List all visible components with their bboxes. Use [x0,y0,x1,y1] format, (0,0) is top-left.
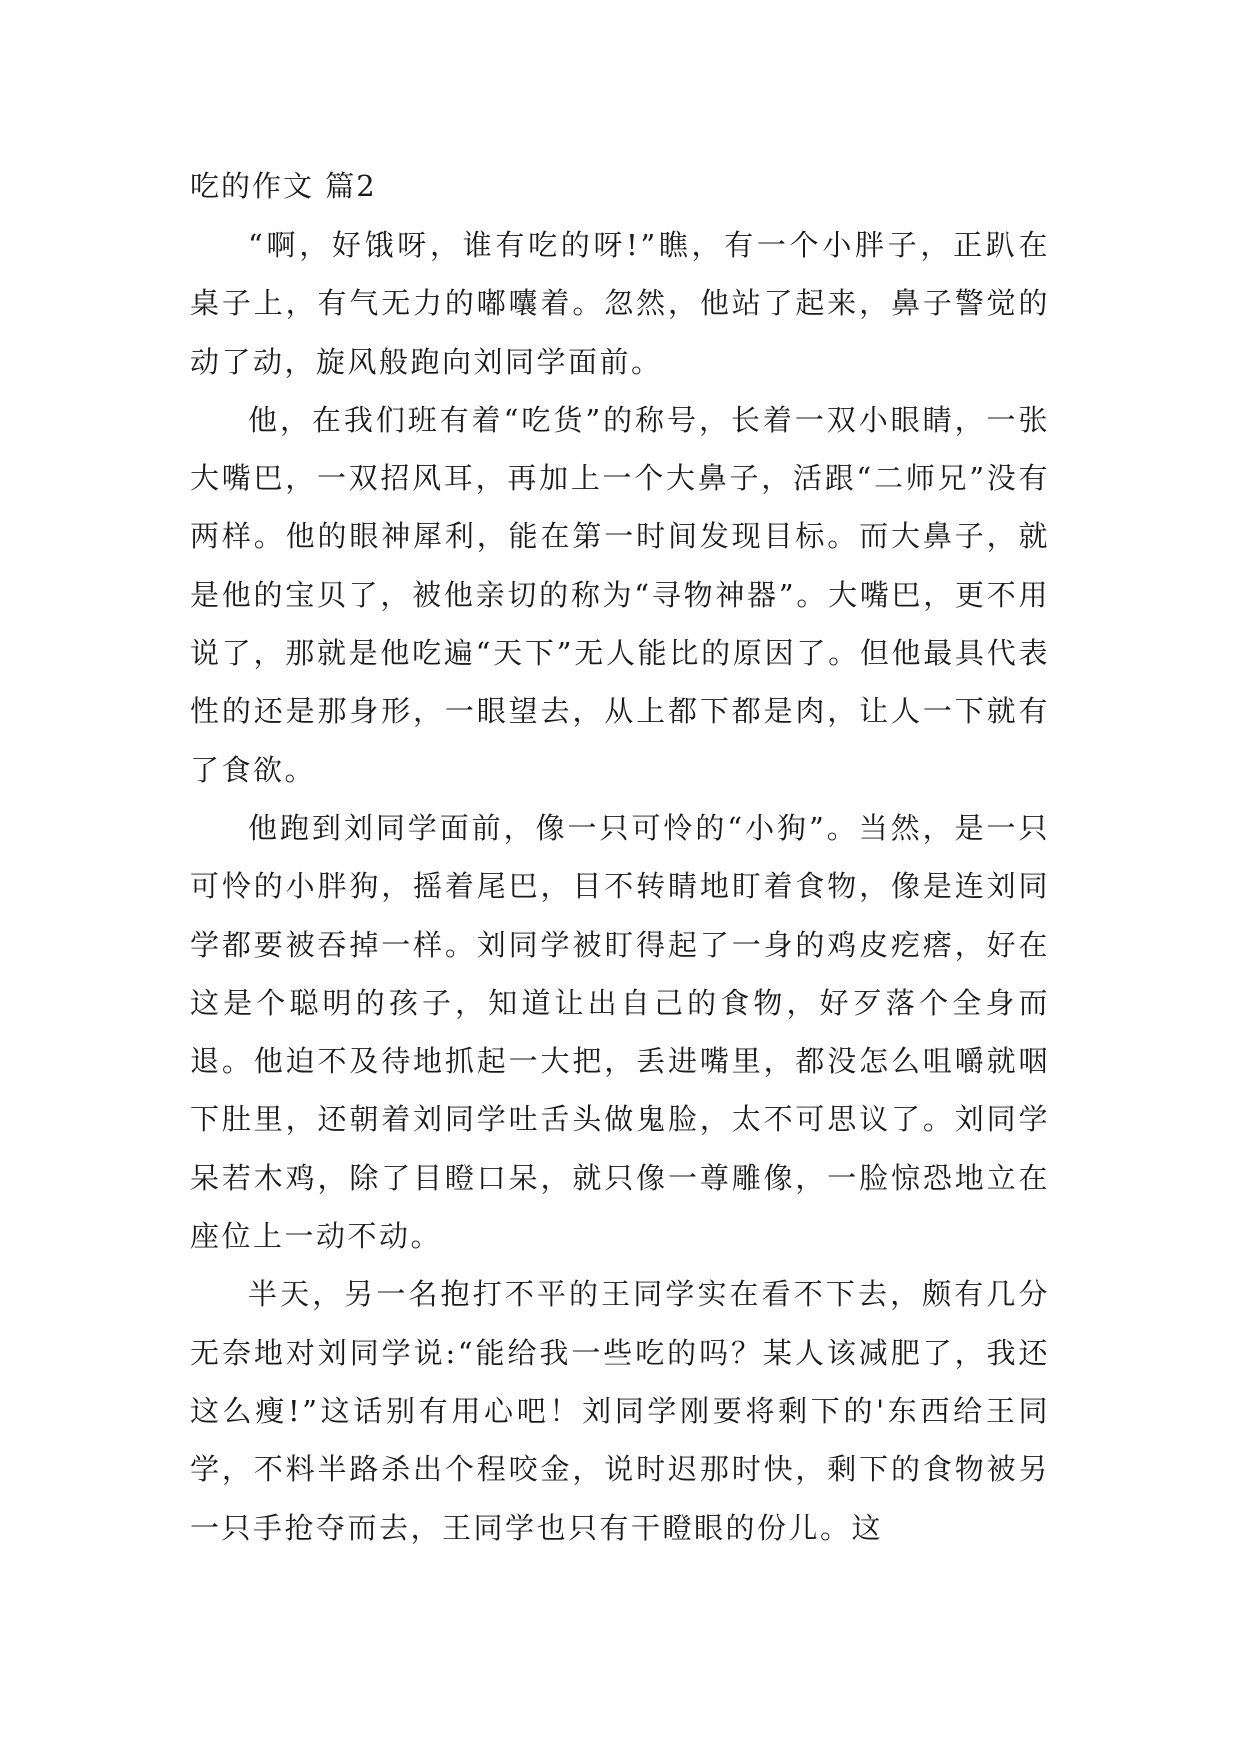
document-title: 吃的作文 篇2 [190,169,377,203]
paragraph: 半天，另一名抱打不平的王同学实在看不下去，颇有几分无奈地对刘同学说:“能给我一些吃的吗？某人该减肥了，我还这么瘦!”这话别有用心吧！刘同学刚要将剩下的'东西给王同学，不料半路杀出个程咬金，说时迟那时快，剩下的食物被另一只手抢夺而去，王同学也只有干瞪眼的份儿。这 [190,1277,1050,1545]
paragraph: 他跑到刘同学面前，像一只可怜的“小狗”。当然，是一只可怜的小胖狗，摇着尾巴，目不转睛地盯着食物，像是连刘同学都要被吞掉一样。刘同学被盯得起了一身的鸡皮疙瘩，好在这是个聪明的孩子，知道让出自己的食物，好歹落个全身而退。他迫不及待地抓起一大把，丢进嘴里，都没怎么咀嚼就咽下肚里，还朝着刘同学吐舌头做鬼脸，太不可思议了。刘同学呆若木鸡，除了目瞪口呆，就只像一尊雕像，一脸惊恐地立在座位上一动不动。 [190,810,1050,1254]
paragraph: “啊，好饿呀，谁有吃的呀!”瞧，有一个小胖子，正趴在桌子上，有气无力的嘟囔着。忽然，他站了起来，鼻子警觉的动了动，旋风般跑向刘同学面前。 [190,228,1050,379]
document-body [190,216,1050,1557]
paragraph: 他，在我们班有着“吃货”的称号，长着一双小眼睛，一张大嘴巴，一双招风耳，再加上一个大鼻子，活跟“二师兄”没有两样。他的眼神犀利，能在第一时间发现目标。而大鼻子，就是他的宝贝了，被他亲切的称为“寻物神器”。大嘴巴，更不用说了，那就是他吃遍“天下”无人能比的原因了。但他最具代表性的还是那身形，一眼望去，从上都下都是肉，让人一下就有了食欲。 [190,402,1050,787]
